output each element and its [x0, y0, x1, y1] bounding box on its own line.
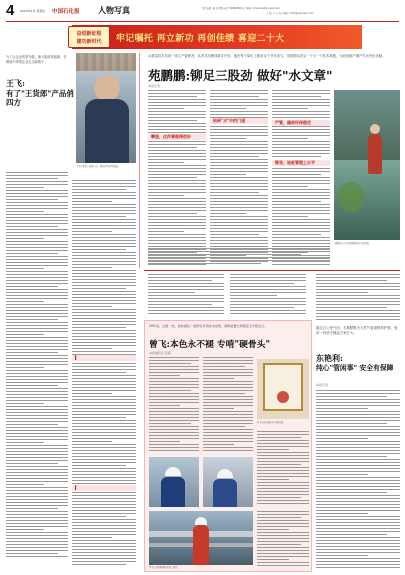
- main-subhead-4: 铆劲，追赶管理上水平: [272, 160, 330, 166]
- right-profile-headline: 纯心"管闲事" 安全有保障: [316, 364, 394, 372]
- right-profile-kicker: 越过百公里气田，长期默默为天然气管道保驾护航，他用一份坚守撑起万家灯火。: [316, 326, 398, 335]
- main-subhead-2: 严管，确保环保稳定: [272, 120, 330, 126]
- right-col-upper: [316, 274, 400, 322]
- paper-logo: 中国石化报: [52, 9, 80, 15]
- section-name: 人物写真: [98, 5, 130, 15]
- main-body-col-2: [210, 90, 268, 268]
- worker-2-body: [213, 479, 237, 507]
- left-body-col-1: [6, 172, 68, 572]
- person-body: [85, 99, 129, 163]
- worker-head: [370, 124, 380, 134]
- page-number: 4: [6, 2, 15, 19]
- main-subhead-1: 钻研"水"中的门道: [210, 118, 268, 124]
- masthead: [6, 4, 399, 22]
- right-profile-byline: 本报记者: [316, 383, 329, 387]
- middle-col-2: [230, 274, 306, 318]
- plant-leaves: [338, 182, 364, 212]
- helmet-2: [217, 469, 233, 478]
- lower-feature-headline: 曾飞:本色永不褪 专啃"硬骨头": [149, 340, 271, 350]
- bookshelf: [76, 53, 136, 71]
- lower-photo-caption: 曾飞在装置现场指导员工操作。: [149, 566, 180, 569]
- left-subhead-1-text: ▍: [75, 355, 79, 360]
- badge-line-2: 建功新时代: [76, 39, 102, 45]
- worker-red-helmet: [195, 517, 207, 525]
- person-silhouette: [94, 75, 120, 101]
- worker-figure: [368, 134, 382, 174]
- main-photo-caption: 苑鹏鹏在污水处理现场检查水质情况。: [334, 242, 372, 245]
- main-feature-byline: 本报记者: [148, 84, 161, 88]
- worker-red-suit: [193, 525, 209, 565]
- editor-info: 责任编辑: 杨 佳 联系电话: 59962566 电子邮箱: rbrw.sino@sinopec.com: [202, 7, 280, 10]
- left-profile-photo: [76, 53, 136, 163]
- right-body-col: [316, 390, 400, 570]
- certificate-frame: [263, 363, 303, 411]
- left-subhead-1: [72, 355, 136, 361]
- right-profile-name: 东艳利:: [316, 353, 343, 363]
- banner-slogan: 牢记嘱托 再立新功 再创佳绩 喜迎二十大: [116, 34, 285, 44]
- main-subhead-3: 攀登，这件事做得很好: [148, 134, 206, 140]
- left-subhead-2-text: ▍: [75, 485, 79, 490]
- left-photo-caption: 王飞带领员工研发产品，推动企业转型发展。: [76, 165, 120, 168]
- left-subhead-2: [72, 485, 136, 491]
- lower-feature-byline: 本报通讯员 张超: [149, 351, 171, 355]
- middle-col-1: [148, 274, 224, 318]
- main-body-col-4: [148, 248, 330, 268]
- lower-worker-photo-2: [203, 457, 253, 507]
- left-profile-name: 王飞:: [6, 78, 25, 88]
- lower-worker-photo-1: [149, 457, 199, 507]
- worker-1-body: [161, 477, 185, 507]
- lower-body-col-2: [203, 357, 253, 453]
- main-feature-intro: 从基层技术员到一线生产管理者，从老井治理到新井开发，他在每个岗位上都用实干书写担当，带领团队攻克一个又一个技术难题，为油田稳产增产作出突出贡献。: [148, 54, 386, 58]
- main-feature-photo: [334, 90, 400, 240]
- badge-line-1: 奋进新征程: [76, 31, 102, 37]
- lower-body-col-1: [149, 357, 199, 453]
- banner-badge: [68, 26, 110, 48]
- lower-feature-intro: 20年间，扎根一线，他和团队一起研发多项技术成果，保障装置长周期安全平稳运行。: [149, 324, 268, 328]
- main-feature-headline: 苑鹏鹏:铆足三股劲 做好"水文章": [148, 68, 333, 83]
- left-body-col-2: [72, 180, 136, 572]
- main-body-col-1: [148, 90, 206, 268]
- theme-banner: [72, 25, 362, 49]
- lower-certificate-photo: [257, 359, 309, 419]
- certificate-seal: [277, 391, 289, 403]
- lower-photo-caption-2: 曾飞荣获的部分证书和奖牌。: [257, 421, 286, 424]
- left-profile-kicker: 为了让企业转型升级，他大胆改革创新，在困境中带领企业走出新路子。: [6, 55, 67, 64]
- column-divider-left: [139, 53, 140, 268]
- designer-info: 美 编: 李 力 电子邮箱: hhr@pe.sinopec.com: [266, 12, 314, 15]
- helmet-1: [165, 467, 181, 476]
- lower-body-col-4: [257, 511, 309, 569]
- lower-body-col-3: [257, 431, 309, 507]
- lower-main-photo: [149, 511, 253, 565]
- section-divider: [144, 270, 400, 271]
- left-profile-headline: 有了"王货郎"产品俏四方: [6, 89, 74, 107]
- issue-date: 2023年4月 星期五: [20, 9, 46, 13]
- lower-feature-box: [144, 320, 312, 572]
